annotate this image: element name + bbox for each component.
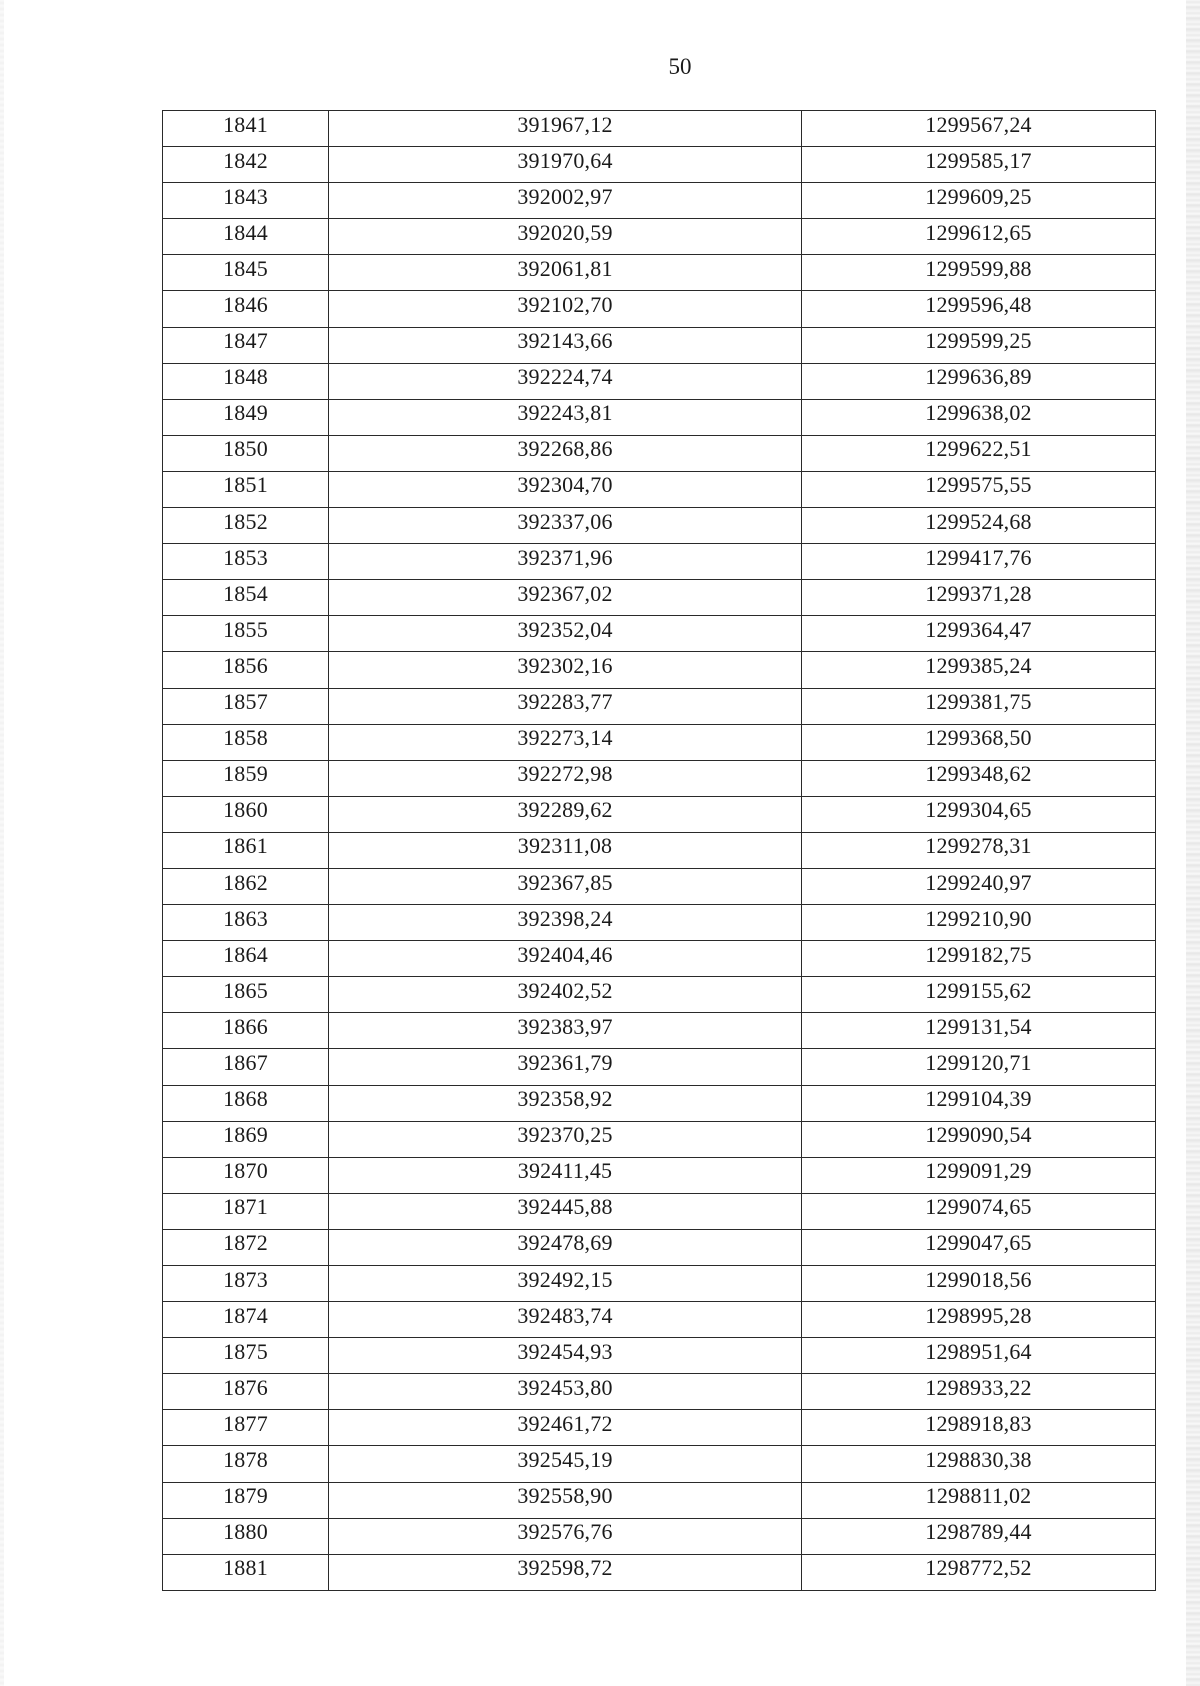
point-number-cell — [163, 1446, 329, 1482]
x-coordinate-cell — [329, 868, 802, 904]
table-row — [163, 1013, 1156, 1049]
point-number-cell — [163, 688, 329, 724]
y-coordinate-cell — [802, 1157, 1156, 1193]
point-number-cell — [163, 796, 329, 832]
x-coordinate-cell — [329, 1374, 802, 1410]
y-coordinate-cell-text: 1299304,65 — [925, 797, 1032, 823]
x-coordinate-cell-text: 392302,16 — [517, 652, 613, 678]
y-coordinate-cell — [802, 291, 1156, 327]
table-row — [163, 291, 1156, 327]
point-number-cell — [163, 580, 329, 616]
x-coordinate-cell — [329, 905, 802, 941]
x-coordinate-cell — [329, 1446, 802, 1482]
point-number-cell — [163, 544, 329, 580]
point-number-cell — [163, 219, 329, 255]
y-coordinate-cell — [802, 1085, 1156, 1121]
point-number-cell-text: 1865 — [223, 977, 268, 1003]
x-coordinate-cell — [329, 1302, 802, 1338]
y-coordinate-cell — [802, 1374, 1156, 1410]
point-number-cell-text: 1869 — [223, 1122, 268, 1148]
x-coordinate-cell-text: 392370,25 — [517, 1122, 613, 1148]
x-coordinate-cell-text: 391967,12 — [517, 111, 613, 137]
point-number-cell-text: 1850 — [223, 436, 268, 462]
y-coordinate-cell — [802, 1446, 1156, 1482]
y-coordinate-cell — [802, 1193, 1156, 1229]
y-coordinate-cell-text: 1299596,48 — [925, 292, 1032, 318]
x-coordinate-cell-text: 392361,79 — [517, 1049, 613, 1075]
y-coordinate-cell-text: 1299567,24 — [925, 111, 1032, 137]
y-coordinate-cell-text: 1299417,76 — [925, 544, 1032, 570]
y-coordinate-cell-text: 1299240,97 — [925, 869, 1032, 895]
x-coordinate-cell-text: 392273,14 — [517, 725, 613, 751]
table-row — [163, 1518, 1156, 1554]
point-number-cell-text: 1842 — [223, 147, 268, 173]
point-number-cell-text: 1856 — [223, 652, 268, 678]
y-coordinate-cell — [802, 363, 1156, 399]
x-coordinate-cell — [329, 399, 802, 435]
x-coordinate-cell — [329, 471, 802, 507]
point-number-cell — [163, 1013, 329, 1049]
y-coordinate-cell — [802, 616, 1156, 652]
point-number-cell-text: 1874 — [223, 1302, 268, 1328]
y-coordinate-cell-text: 1299368,50 — [925, 725, 1032, 751]
x-coordinate-cell — [329, 255, 802, 291]
x-coordinate-cell-text: 392402,52 — [517, 977, 613, 1003]
x-coordinate-cell — [329, 1193, 802, 1229]
y-coordinate-cell-text: 1299210,90 — [925, 905, 1032, 931]
y-coordinate-cell — [802, 1121, 1156, 1157]
table-row — [163, 1049, 1156, 1085]
table-row — [163, 1302, 1156, 1338]
point-number-cell — [163, 1229, 329, 1265]
x-coordinate-cell-text: 392224,74 — [517, 364, 613, 390]
x-coordinate-cell-text: 392404,46 — [517, 941, 613, 967]
point-number-cell — [163, 1338, 329, 1374]
x-coordinate-cell — [329, 977, 802, 1013]
y-coordinate-cell — [802, 508, 1156, 544]
table-row — [163, 508, 1156, 544]
point-number-cell-text: 1879 — [223, 1483, 268, 1509]
y-coordinate-cell — [802, 580, 1156, 616]
table-row — [163, 1193, 1156, 1229]
point-number-cell-text: 1861 — [223, 833, 268, 859]
point-number-cell-text: 1859 — [223, 761, 268, 787]
table-row — [163, 1482, 1156, 1518]
x-coordinate-cell-text: 392445,88 — [517, 1194, 613, 1220]
y-coordinate-cell-text: 1298811,02 — [925, 1483, 1032, 1509]
table-row — [163, 724, 1156, 760]
point-number-cell-text: 1854 — [223, 580, 268, 606]
y-coordinate-cell-text: 1299182,75 — [925, 941, 1032, 967]
y-coordinate-cell — [802, 147, 1156, 183]
point-number-cell — [163, 255, 329, 291]
point-number-cell-text: 1873 — [223, 1266, 268, 1292]
x-coordinate-cell — [329, 688, 802, 724]
point-number-cell-text: 1866 — [223, 1013, 268, 1039]
y-coordinate-cell — [802, 652, 1156, 688]
point-number-cell-text: 1855 — [223, 616, 268, 642]
point-number-cell-text: 1847 — [223, 328, 268, 354]
y-coordinate-cell-text: 1299622,51 — [925, 436, 1032, 462]
x-coordinate-cell — [329, 652, 802, 688]
point-number-cell — [163, 1302, 329, 1338]
x-coordinate-cell-text: 392367,02 — [517, 580, 613, 606]
y-coordinate-cell-text: 1299091,29 — [925, 1158, 1032, 1184]
x-coordinate-cell-text: 392492,15 — [517, 1266, 613, 1292]
x-coordinate-cell-text: 392337,06 — [517, 508, 613, 534]
y-coordinate-cell-text: 1299575,55 — [925, 472, 1032, 498]
x-coordinate-cell — [329, 508, 802, 544]
point-number-cell — [163, 1518, 329, 1554]
table-row — [163, 760, 1156, 796]
y-coordinate-cell-text: 1299131,54 — [925, 1013, 1032, 1039]
table-row — [163, 183, 1156, 219]
point-number-cell-text: 1860 — [223, 797, 268, 823]
point-number-cell — [163, 508, 329, 544]
x-coordinate-cell-text: 392243,81 — [517, 400, 613, 426]
y-coordinate-cell — [802, 1410, 1156, 1446]
y-coordinate-cell-text: 1299385,24 — [925, 652, 1032, 678]
point-number-cell-text: 1880 — [223, 1519, 268, 1545]
x-coordinate-cell-text: 392358,92 — [517, 1086, 613, 1112]
y-coordinate-cell — [802, 1302, 1156, 1338]
x-coordinate-cell — [329, 941, 802, 977]
x-coordinate-cell — [329, 760, 802, 796]
x-coordinate-cell-text: 392454,93 — [517, 1338, 613, 1364]
x-coordinate-cell-text: 392020,59 — [517, 219, 613, 245]
y-coordinate-cell — [802, 760, 1156, 796]
table-row — [163, 363, 1156, 399]
table-row — [163, 1085, 1156, 1121]
table-row — [163, 941, 1156, 977]
x-coordinate-cell-text: 392453,80 — [517, 1374, 613, 1400]
table-row — [163, 219, 1156, 255]
table-row — [163, 616, 1156, 652]
point-number-cell — [163, 1157, 329, 1193]
point-number-cell-text: 1867 — [223, 1049, 268, 1075]
x-coordinate-cell-text: 392383,97 — [517, 1013, 613, 1039]
x-coordinate-cell — [329, 796, 802, 832]
y-coordinate-cell-text: 1299104,39 — [925, 1086, 1032, 1112]
y-coordinate-cell — [802, 832, 1156, 868]
point-number-cell-text: 1862 — [223, 869, 268, 895]
x-coordinate-cell — [329, 1085, 802, 1121]
y-coordinate-cell-text: 1299348,62 — [925, 761, 1032, 787]
x-coordinate-cell-text: 392398,24 — [517, 905, 613, 931]
y-coordinate-cell — [802, 183, 1156, 219]
table-row — [163, 1266, 1156, 1302]
x-coordinate-cell-text: 392283,77 — [517, 689, 613, 715]
y-coordinate-cell — [802, 868, 1156, 904]
x-coordinate-cell — [329, 1121, 802, 1157]
x-coordinate-cell — [329, 1410, 802, 1446]
point-number-cell-text: 1853 — [223, 544, 268, 570]
y-coordinate-cell — [802, 1049, 1156, 1085]
point-number-cell — [163, 435, 329, 471]
table-row — [163, 544, 1156, 580]
point-number-cell-text: 1852 — [223, 508, 268, 534]
point-number-cell — [163, 1193, 329, 1229]
y-coordinate-cell-text: 1298918,83 — [925, 1410, 1032, 1436]
point-number-cell — [163, 1374, 329, 1410]
point-number-cell — [163, 977, 329, 1013]
x-coordinate-cell-text: 392461,72 — [517, 1410, 613, 1436]
x-coordinate-cell — [329, 1482, 802, 1518]
scan-edge-right — [1186, 0, 1200, 1686]
x-coordinate-cell — [329, 219, 802, 255]
y-coordinate-cell-text: 1299381,75 — [925, 689, 1032, 715]
y-coordinate-cell-text: 1299638,02 — [925, 400, 1032, 426]
y-coordinate-cell-text: 1299278,31 — [925, 833, 1032, 859]
table-row — [163, 1374, 1156, 1410]
point-number-cell-text: 1868 — [223, 1086, 268, 1112]
x-coordinate-cell-text: 392311,08 — [517, 833, 613, 859]
point-number-cell — [163, 1554, 329, 1590]
y-coordinate-cell — [802, 399, 1156, 435]
point-number-cell-text: 1845 — [223, 255, 268, 281]
point-number-cell — [163, 147, 329, 183]
table-row — [163, 796, 1156, 832]
y-coordinate-cell-text: 1298772,52 — [925, 1555, 1032, 1581]
point-number-cell — [163, 399, 329, 435]
y-coordinate-cell-text: 1299018,56 — [925, 1266, 1032, 1292]
y-coordinate-cell-text: 1299599,25 — [925, 328, 1032, 354]
point-number-cell — [163, 868, 329, 904]
table-row — [163, 1157, 1156, 1193]
point-number-cell — [163, 832, 329, 868]
x-coordinate-cell — [329, 435, 802, 471]
y-coordinate-cell — [802, 1266, 1156, 1302]
table-row — [163, 471, 1156, 507]
x-coordinate-cell — [329, 616, 802, 652]
y-coordinate-cell — [802, 471, 1156, 507]
x-coordinate-cell — [329, 1266, 802, 1302]
table-row — [163, 1121, 1156, 1157]
x-coordinate-cell — [329, 363, 802, 399]
point-number-cell — [163, 327, 329, 363]
x-coordinate-cell-text: 392102,70 — [517, 292, 613, 318]
y-coordinate-cell-text: 1299364,47 — [925, 616, 1032, 642]
y-coordinate-cell — [802, 724, 1156, 760]
y-coordinate-cell — [802, 977, 1156, 1013]
page-number: 50 — [668, 54, 692, 79]
x-coordinate-cell — [329, 832, 802, 868]
x-coordinate-cell-text: 392352,04 — [517, 616, 613, 642]
x-coordinate-cell-text: 392558,90 — [517, 1483, 613, 1509]
point-number-cell — [163, 291, 329, 327]
x-coordinate-cell-text: 392545,19 — [517, 1447, 613, 1473]
table-row — [163, 1446, 1156, 1482]
x-coordinate-cell-text: 392576,76 — [517, 1519, 613, 1545]
x-coordinate-cell-text: 392061,81 — [517, 255, 613, 281]
point-number-cell — [163, 183, 329, 219]
y-coordinate-cell — [802, 1229, 1156, 1265]
table-row — [163, 1554, 1156, 1590]
y-coordinate-cell — [802, 1482, 1156, 1518]
point-number-cell — [163, 1266, 329, 1302]
y-coordinate-cell — [802, 219, 1156, 255]
x-coordinate-cell — [329, 291, 802, 327]
point-number-cell — [163, 471, 329, 507]
point-number-cell — [163, 616, 329, 652]
x-coordinate-cell — [329, 147, 802, 183]
coordinates-table-body — [163, 111, 1156, 1591]
table-row — [163, 688, 1156, 724]
point-number-cell — [163, 111, 329, 147]
point-number-cell-text: 1864 — [223, 941, 268, 967]
point-number-cell-text: 1875 — [223, 1338, 268, 1364]
point-number-cell-text: 1876 — [223, 1374, 268, 1400]
y-coordinate-cell-text: 1298933,22 — [925, 1374, 1032, 1400]
point-number-cell-text: 1857 — [223, 689, 268, 715]
point-number-cell-text: 1872 — [223, 1230, 268, 1256]
y-coordinate-cell — [802, 796, 1156, 832]
y-coordinate-cell-text: 1299612,65 — [925, 219, 1032, 245]
point-number-cell — [163, 1121, 329, 1157]
table-row — [163, 652, 1156, 688]
point-number-cell — [163, 363, 329, 399]
table-row — [163, 399, 1156, 435]
y-coordinate-cell — [802, 905, 1156, 941]
coordinates-table — [162, 110, 1156, 1591]
y-coordinate-cell-text: 1299585,17 — [925, 147, 1032, 173]
point-number-cell-text: 1863 — [223, 905, 268, 931]
point-number-cell-text: 1878 — [223, 1447, 268, 1473]
y-coordinate-cell-text: 1299090,54 — [925, 1122, 1032, 1148]
table-row — [163, 1229, 1156, 1265]
y-coordinate-cell — [802, 1338, 1156, 1374]
y-coordinate-cell — [802, 941, 1156, 977]
point-number-cell-text: 1858 — [223, 725, 268, 751]
point-number-cell — [163, 941, 329, 977]
y-coordinate-cell — [802, 688, 1156, 724]
y-coordinate-cell-text: 1299155,62 — [925, 977, 1032, 1003]
y-coordinate-cell — [802, 435, 1156, 471]
table-row — [163, 580, 1156, 616]
x-coordinate-cell — [329, 111, 802, 147]
point-number-cell-text: 1851 — [223, 472, 268, 498]
x-coordinate-cell-text: 392272,98 — [517, 761, 613, 787]
point-number-cell-text: 1871 — [223, 1194, 268, 1220]
scan-edge-left — [0, 0, 4, 1686]
table-row — [163, 147, 1156, 183]
table-row — [163, 327, 1156, 363]
x-coordinate-cell — [329, 1013, 802, 1049]
x-coordinate-cell — [329, 1518, 802, 1554]
point-number-cell — [163, 1482, 329, 1518]
table-row — [163, 435, 1156, 471]
x-coordinate-cell — [329, 580, 802, 616]
table-row — [163, 905, 1156, 941]
x-coordinate-cell-text: 392483,74 — [517, 1302, 613, 1328]
y-coordinate-cell — [802, 544, 1156, 580]
point-number-cell — [163, 724, 329, 760]
point-number-cell-text: 1848 — [223, 364, 268, 390]
point-number-cell — [163, 760, 329, 796]
x-coordinate-cell-text: 392598,72 — [517, 1555, 613, 1581]
table-row — [163, 1338, 1156, 1374]
y-coordinate-cell-text: 1299609,25 — [925, 183, 1032, 209]
x-coordinate-cell — [329, 183, 802, 219]
y-coordinate-cell-text: 1299047,65 — [925, 1230, 1032, 1256]
point-number-cell — [163, 1049, 329, 1085]
point-number-cell — [163, 905, 329, 941]
x-coordinate-cell — [329, 1554, 802, 1590]
point-number-cell — [163, 1410, 329, 1446]
x-coordinate-cell-text: 392268,86 — [517, 436, 613, 462]
x-coordinate-cell-text: 392289,62 — [517, 797, 613, 823]
table-row — [163, 1410, 1156, 1446]
y-coordinate-cell-text: 1299074,65 — [925, 1194, 1032, 1220]
x-coordinate-cell-text: 392304,70 — [517, 472, 613, 498]
y-coordinate-cell-text: 1299371,28 — [925, 580, 1032, 606]
x-coordinate-cell — [329, 724, 802, 760]
point-number-cell-text: 1877 — [223, 1410, 268, 1436]
point-number-cell-text: 1841 — [223, 111, 268, 137]
x-coordinate-cell-text: 392411,45 — [517, 1158, 613, 1184]
y-coordinate-cell — [802, 255, 1156, 291]
table-row — [163, 832, 1156, 868]
table-row — [163, 977, 1156, 1013]
x-coordinate-cell-text: 391970,64 — [517, 147, 613, 173]
y-coordinate-cell — [802, 327, 1156, 363]
y-coordinate-cell-text: 1298830,38 — [925, 1447, 1032, 1473]
point-number-cell-text: 1849 — [223, 400, 268, 426]
y-coordinate-cell-text: 1299524,68 — [925, 508, 1032, 534]
x-coordinate-cell-text: 392143,66 — [517, 328, 613, 354]
y-coordinate-cell-text: 1299120,71 — [925, 1049, 1032, 1075]
x-coordinate-cell — [329, 1049, 802, 1085]
table-row — [163, 255, 1156, 291]
x-coordinate-cell-text: 392371,96 — [517, 544, 613, 570]
x-coordinate-cell — [329, 544, 802, 580]
point-number-cell-text: 1870 — [223, 1158, 268, 1184]
x-coordinate-cell — [329, 327, 802, 363]
x-coordinate-cell — [329, 1338, 802, 1374]
x-coordinate-cell-text: 392002,97 — [517, 183, 613, 209]
point-number-cell — [163, 1085, 329, 1121]
point-number-cell-text: 1844 — [223, 219, 268, 245]
y-coordinate-cell-text: 1298951,64 — [925, 1338, 1032, 1364]
table-row — [163, 868, 1156, 904]
x-coordinate-cell-text: 392478,69 — [517, 1230, 613, 1256]
point-number-cell — [163, 652, 329, 688]
y-coordinate-cell — [802, 1554, 1156, 1590]
y-coordinate-cell-text: 1299599,88 — [925, 255, 1032, 281]
point-number-cell-text: 1881 — [223, 1555, 268, 1581]
y-coordinate-cell-text: 1298789,44 — [925, 1519, 1032, 1545]
y-coordinate-cell — [802, 1013, 1156, 1049]
point-number-cell-text: 1843 — [223, 183, 268, 209]
x-coordinate-cell-text: 392367,85 — [517, 869, 613, 895]
y-coordinate-cell-text: 1299636,89 — [925, 364, 1032, 390]
point-number-cell-text: 1846 — [223, 292, 268, 318]
x-coordinate-cell — [329, 1157, 802, 1193]
y-coordinate-cell — [802, 1518, 1156, 1554]
table-row — [163, 111, 1156, 147]
y-coordinate-cell — [802, 111, 1156, 147]
x-coordinate-cell — [329, 1229, 802, 1265]
y-coordinate-cell-text: 1298995,28 — [925, 1302, 1032, 1328]
